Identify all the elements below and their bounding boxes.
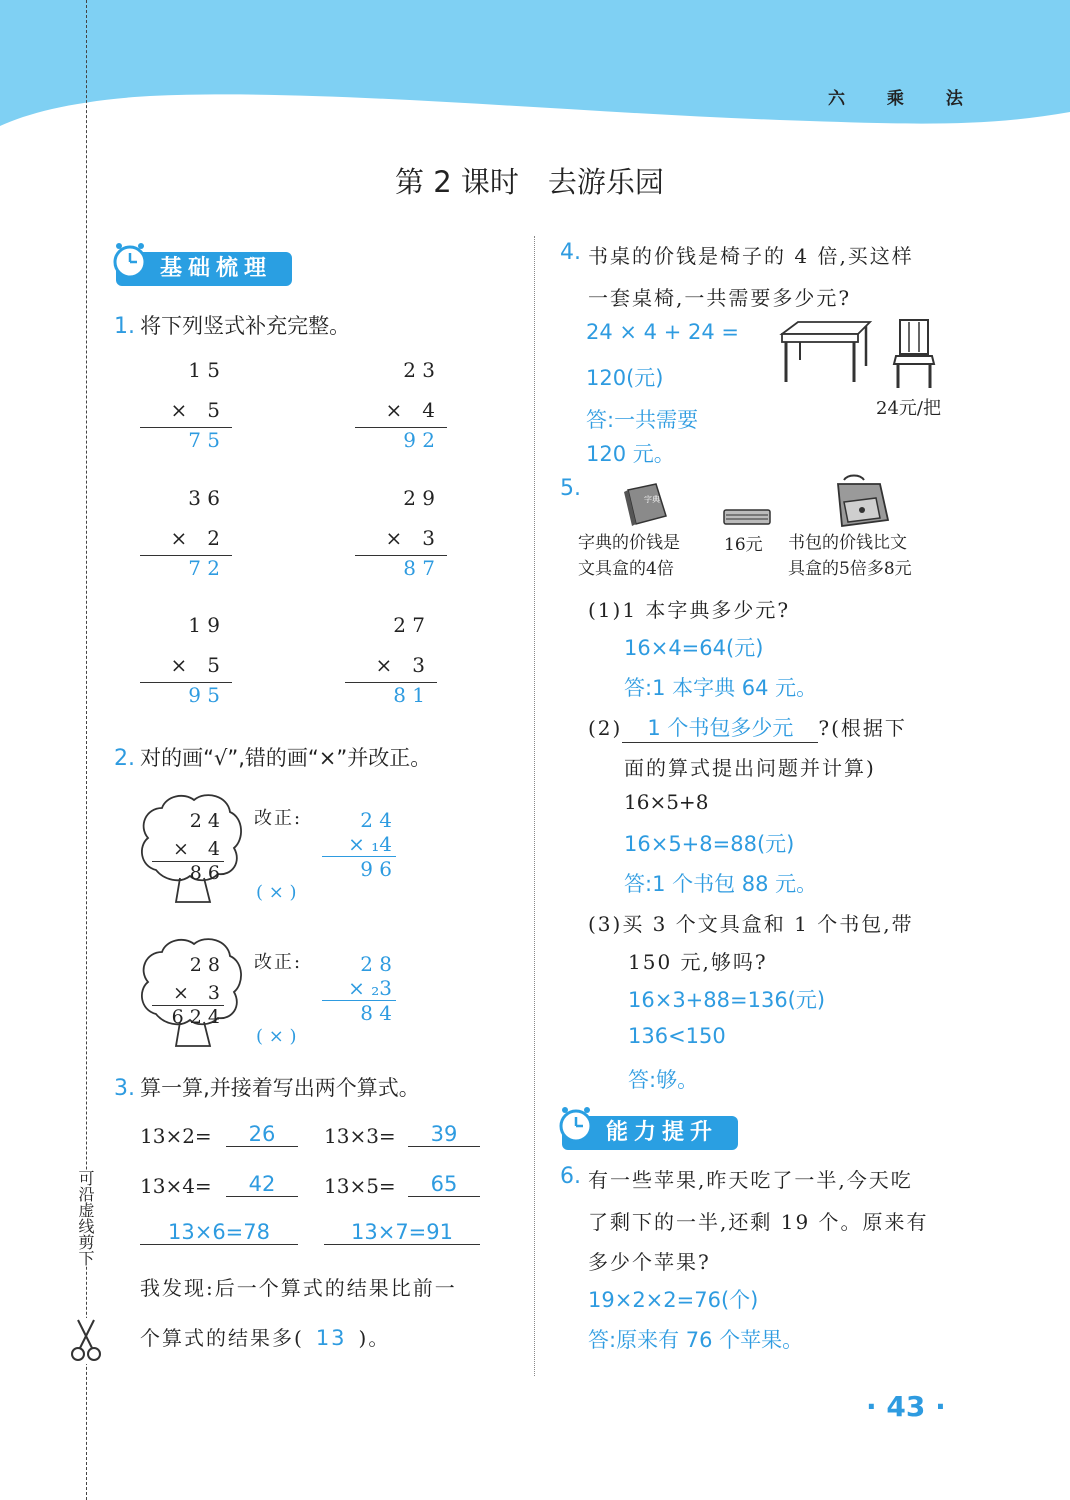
q3-extra-answer: 13×7=91 [351, 1220, 453, 1244]
q2-correction [322, 952, 396, 1025]
schoolbag-label: 书包的价钱比文 具盒的5倍多8元 [788, 533, 912, 579]
q5-p1-calc: 16×4=64(元) [624, 636, 764, 660]
q3-expr: 13×4= [140, 1174, 212, 1198]
q2-item [152, 954, 224, 1028]
q2-correction-top: 2 8 [360, 952, 392, 976]
q2-result: 8 6 [189, 862, 220, 884]
q3-number: 3. [114, 1076, 135, 1101]
q3-answer: 65 [430, 1172, 458, 1196]
q5-p2 [588, 712, 907, 743]
q1-top: 2 9 [403, 486, 435, 510]
q1-answer: 8 7 [403, 556, 435, 580]
q1-item [140, 358, 232, 452]
section-badge-ability-label: 能力提升 [606, 1120, 719, 1145]
q2-correction-mul: × ₂3 [348, 976, 392, 1000]
page-number-value: 43 [886, 1390, 926, 1423]
q2-number: 2. [114, 746, 135, 771]
q3-finding-prefix: 个算式的结果多( [140, 1326, 304, 1350]
q4-number: 4. [560, 240, 581, 265]
q5-p2-prefix: (2) [588, 716, 623, 740]
scissors-icon [68, 1318, 104, 1364]
q2-header [114, 742, 431, 772]
column-divider [534, 236, 535, 1376]
chair-icon [892, 318, 938, 390]
side-note [76, 1170, 96, 1266]
q1-answer: 7 2 [188, 556, 220, 580]
q1-answer: 8 1 [393, 683, 425, 707]
page-number [866, 1390, 946, 1423]
q1-mul: × 4 [385, 398, 435, 422]
q2-result: 6 2 4 [171, 1006, 220, 1028]
q6-answer: 答:原来有 76 个苹果。 [588, 1328, 804, 1352]
q2-correction [322, 808, 396, 881]
section-badge-basic-label: 基础梳理 [160, 256, 273, 281]
q1-item [355, 486, 447, 580]
q2-mul: × 4 [172, 838, 220, 860]
page-number-dot: · [866, 1390, 877, 1423]
q1-top: 2 7 [393, 613, 425, 637]
q5-p2-fill: 1 个书包多少元 [622, 712, 818, 743]
q4-calc2: 120(元) [586, 366, 664, 390]
q3-answer: 39 [430, 1122, 458, 1146]
q5-p3-line1: (3)买 3 个文具盒和 1 个书包,带 [588, 912, 914, 936]
q5-p1-answer: 答:1 本字典 64 元。 [624, 676, 818, 700]
q3-blank [408, 1172, 480, 1197]
q1-number: 1. [114, 314, 135, 339]
cut-line [86, 0, 87, 1500]
q5-p3-compare: 136<150 [628, 1024, 726, 1048]
q3-text: 算一算,并接着写出两个算式。 [140, 1076, 420, 1100]
clock-icon [556, 1102, 600, 1146]
q1-top: 1 5 [188, 358, 220, 382]
dictionary-label: 字典的价钱是 文具盒的4倍 [578, 533, 680, 579]
q6-line1: 有一些苹果,昨天吃了一半,今天吃 [588, 1168, 913, 1192]
q1-mul: × 3 [385, 526, 435, 550]
q2-item [152, 810, 224, 884]
page-title: 第 2 课时 去游乐园 [395, 165, 664, 199]
q1-mul: × 3 [375, 653, 425, 677]
q4-line1: 书桌的价钱是椅子的 4 倍,买这样 [588, 244, 914, 268]
q3-blank [408, 1122, 480, 1147]
correction-label: 改正: [254, 952, 303, 973]
q5-p2-answer: 答:1 个书包 88 元。 [624, 872, 818, 896]
q4-calc1: 24 × 4 + 24 = [586, 320, 739, 344]
q5-p3-answer: 答:够。 [628, 1068, 699, 1092]
dictionary-cover-text: 字典 [644, 495, 660, 504]
q4-answer2: 120 元。 [586, 442, 675, 466]
q1-top: 2 3 [403, 358, 435, 382]
q5-p2-calc: 16×5+8=88(元) [624, 832, 795, 856]
q1-text: 将下列竖式补充完整。 [140, 314, 351, 338]
q1-answer: 9 5 [188, 683, 220, 707]
q1-mul: × 2 [170, 526, 220, 550]
q6-line2: 了剩下的一半,还剩 19 个。原来有 [588, 1210, 929, 1234]
page-number-dot: · [935, 1390, 946, 1423]
q6-calc: 19×2×2=76(个) [588, 1288, 759, 1312]
q3-header [114, 1072, 420, 1102]
q1-top: 3 6 [188, 486, 220, 510]
header-banner [0, 0, 1070, 140]
correction-label: 改正: [254, 808, 303, 829]
q1-item [140, 613, 232, 707]
q3-answer: 42 [248, 1172, 276, 1196]
pencil-box-icon [722, 506, 772, 528]
q3-blank [226, 1122, 298, 1147]
unit-title: 六 乘 法 [828, 89, 981, 109]
pencil-box-price: 16元 [724, 535, 763, 555]
q2-correction-top: 2 4 [360, 808, 392, 832]
q2-mark: ( × ) [256, 1026, 297, 1047]
q2-correction-result: 8 4 [360, 1001, 392, 1025]
side-note-text: 可沿虚线剪下 [76, 1170, 95, 1266]
q3-expr: 13×3= [324, 1124, 396, 1148]
q3-blank [226, 1172, 298, 1197]
q5-p2-expression: 16×5+8 [624, 790, 709, 814]
q1-top: 1 9 [188, 613, 220, 637]
q5-p3-calc: 16×3+88=136(元) [628, 988, 826, 1012]
q3-finding-answer: 13 [315, 1326, 347, 1350]
q1-answer: 7 5 [188, 428, 220, 452]
q2-correction-result: 9 6 [360, 857, 392, 881]
q5-number: 5. [560, 476, 581, 501]
q3-extra-answer: 13×6=78 [168, 1220, 270, 1244]
q2-mark: ( × ) [256, 882, 297, 903]
q3-extra-blank [140, 1220, 298, 1245]
q2-top: 2 4 [189, 810, 220, 832]
q3-finding-suffix: )。 [358, 1326, 391, 1350]
q3-finding-line2 [140, 1322, 390, 1351]
q2-mul: × 3 [172, 982, 220, 1004]
q4-answer1: 答:一共需要 [586, 408, 699, 432]
q3-answer: 26 [248, 1122, 276, 1146]
q3-extra-blank [324, 1220, 480, 1245]
schoolbag-icon [830, 474, 896, 530]
q4-line2: 一套桌椅,一共需要多少元? [588, 286, 852, 310]
dictionary-icon [622, 482, 670, 526]
clock-icon [110, 238, 154, 282]
chair-price: 24元/把 [876, 398, 941, 419]
q5-p3-line2: 150 元,够吗? [628, 950, 768, 974]
desk-icon [778, 320, 874, 386]
q2-text: 对的画“√”,错的画“×”并改正。 [140, 746, 432, 770]
q1-answer: 9 2 [403, 428, 435, 452]
q1-mul: × 5 [170, 398, 220, 422]
q1-item [355, 358, 447, 452]
q6-number: 6. [560, 1164, 581, 1189]
q2-top: 2 8 [189, 954, 220, 976]
q5-p2-suffix: ?(根据下 [818, 716, 907, 740]
q1-item [140, 486, 232, 580]
q3-expr: 13×2= [140, 1124, 212, 1148]
q1-header [114, 310, 350, 340]
q1-mul: × 5 [170, 653, 220, 677]
q2-correction-mul: × ₁4 [348, 832, 392, 856]
q1-item [345, 613, 437, 707]
q3-expr: 13×5= [324, 1174, 396, 1198]
q5-p1: (1)1 本字典多少元? [588, 598, 791, 622]
q5-p2-line2: 面的算式提出问题并计算) [624, 756, 876, 780]
q6-line3: 多少个苹果? [588, 1250, 711, 1274]
q3-finding: 我发现:后一个算式的结果比前一 [140, 1276, 457, 1300]
